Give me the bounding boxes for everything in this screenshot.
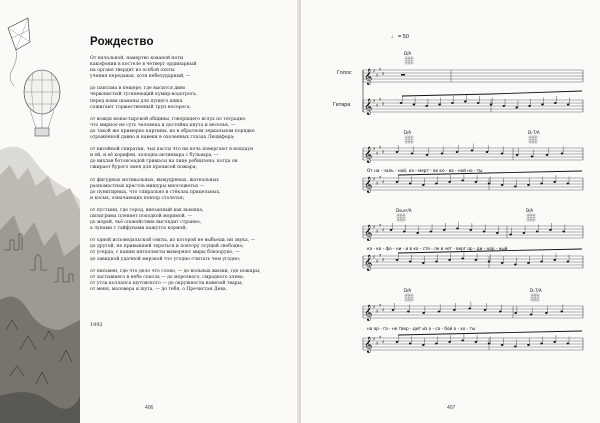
note-head [475,181,478,183]
note-beam [489,331,582,333]
note-head [409,183,412,185]
key-sharp: ♯ [373,176,376,183]
poem-stanza [90,178,290,202]
poem-line: от вождя монастырской общины, говорящего вслух по тетрадке, [90,116,247,122]
key-sharp: ♯ [382,339,385,346]
poem-line: от застывшего в небе сокола — до морозного, смрадного хлева; [90,274,245,280]
note-head [528,105,531,107]
note-head [464,101,467,103]
note-head [456,151,459,153]
part-label-voice: Голос [337,70,352,76]
note-head [453,309,456,311]
poem-line: от кисейной спиратки, чьи пассы что ни ночь повергают в нокдаун [90,147,254,153]
key-sharp: ♯ [373,98,376,105]
note-head [483,231,486,233]
note-head [461,180,464,182]
key-sharp: ♯ [379,175,382,181]
note-head [477,102,480,104]
note-head [396,259,399,261]
note-head [553,181,556,183]
key-sharp: ♯ [373,68,376,75]
key-sharp: ♯ [373,336,376,343]
note-head [549,229,552,231]
note-head [501,153,504,155]
right-page [301,0,600,423]
poem-line: от пустыни, где город, внезапный как вьюшка, [90,207,204,213]
key-sharp: ♯ [382,149,385,156]
note-head [527,344,530,346]
note-head [486,151,489,153]
note-head [536,231,539,233]
note-head [523,232,526,234]
note-head [561,153,564,155]
poem-line: червонистый тускнеющий кумир-водотрога, [90,92,198,98]
poem-line: от утла коллапса шутовского — до окружности вывезой твары; [90,280,243,286]
key-sharp: ♯ [373,224,376,231]
lyric-line: ка - ко - фо - ни - и в ко - сте - ле в чет - верг ор - ди - нар - ный [367,246,508,251]
note-head [390,229,393,231]
key-sharp: ♯ [379,145,382,151]
note-head [540,343,543,345]
poem-stanza [90,208,290,232]
note-head [435,261,438,263]
poem-line: до другой, не привыкшей теряться и повтору лсущей свободно; [90,244,244,250]
treble-clef: 𝄞 [364,147,373,163]
note-head [553,341,556,343]
note-head [567,183,570,185]
note-head [553,259,556,261]
poem-line: от фигурных мотивальных, вымудреных, жатеальных [90,177,219,183]
note-beam [402,94,491,96]
note-head [546,154,549,156]
note-head [541,104,544,106]
key-sharp: ♯ [373,304,376,311]
key-sharp: ♯ [376,181,379,187]
key-sharp: ♯ [382,179,385,186]
note-head [516,154,519,156]
note-head [514,264,517,266]
poem-title: Рождество [90,36,154,48]
note-head [567,343,570,345]
treble-clef: 𝄞 [364,99,373,115]
poem-line: перед коим шаманы для пущего шика [90,98,183,104]
key-sharp: ♯ [376,103,379,109]
rest [401,74,405,75]
note-head [422,184,425,186]
note-head [396,181,399,183]
treble-clef: 𝄞 [364,177,373,193]
balloon-illustration [0,0,80,423]
note-head [451,102,454,104]
poem-line: что мирное не суть человека и достойна кнута и веселья, — [90,122,236,128]
note-head [514,312,517,314]
note-head [527,262,530,264]
treble-clef: 𝄞 [364,337,373,353]
poem-line: до пунктирных, что спирально в стёклах прицельных, [90,189,221,195]
poem-line: до завидной удачной мерзкой что угодно считать чем угодно; [90,256,241,262]
poem-stanza [90,86,290,110]
note-head [484,309,487,311]
key-sharp: ♯ [379,335,382,341]
note-head [422,312,425,314]
key-sharp: ♯ [376,309,379,315]
poem-line: до вихлав ботоксеадой гримасы на лице робинзона, когда он [90,159,238,165]
note-head [514,346,517,348]
note-head [461,258,464,260]
poem-line: пилигрима пленяет походкой моримой, — [90,213,193,219]
note-beam [398,251,489,253]
note-head [461,340,464,342]
note-head [400,102,403,104]
poem-line: от письмен, где что дело что слово, — до вольных жизни, где пожары; [90,268,261,274]
chord-name: Dsus²/A [396,208,412,213]
key-sharp: ♯ [376,259,379,265]
key-sharp: ♯ [376,151,379,157]
note-head [456,228,459,230]
note-head [403,231,406,233]
page-number-left: 406 [145,405,154,411]
note-beam [398,333,489,335]
note-head [426,154,429,156]
note-head [567,261,570,263]
treble-clef: 𝄞 [364,305,373,321]
note-head [496,232,499,234]
note-head [430,231,433,233]
key-sharp: ♯ [379,253,382,259]
note-beam [491,91,582,94]
note-head [501,184,504,186]
note-head [448,181,451,183]
key-sharp: ♯ [373,254,376,261]
part-label-guitar: Гитара [333,102,351,108]
note-head [527,184,530,186]
note-head [438,104,441,106]
key-sharp: ♯ [382,71,385,78]
note-head [441,153,444,155]
key-sharp: ♯ [382,257,385,264]
note-head [567,104,570,106]
note-head [562,231,565,233]
poem-line: до такой же примерно картины, но в обратном зеркальном порядке [90,128,255,134]
treble-clef: 𝄞 [364,69,373,85]
poem-line: и косых, означающих повтор столетья; [90,195,185,201]
note-head [475,259,478,261]
poem-stanza [90,117,290,141]
note-head [409,261,412,263]
poem-line: от усерда, с каким интеллекты вымеряют миры близорукo, — [90,250,240,256]
page-number-right: 407 [447,405,456,411]
chord-name: D/A [404,51,412,56]
note-head [392,309,395,311]
lyric-line: От на - чаль - ной, на - мерт - во ко - ва - ной но - ты [367,168,483,173]
key-sharp: ♯ [379,97,382,103]
treble-clef: 𝄞 [364,255,373,271]
poem-stanza [90,56,290,80]
note-head [475,341,478,343]
lyric-line: на ор - га - не твер - дит из о - со - бой о - хо - ты [367,326,476,331]
poem-line: от одной исповедальской секты, из которой не выбьешь ни звука, — [90,238,256,244]
note-head [435,343,438,345]
poem-line: учения передавая, хотя небезударный, — [90,74,191,80]
note-head [435,183,438,185]
key-sharp: ♯ [382,307,385,314]
key-sharp: ♯ [379,67,382,73]
chord-name: D♭7/A [528,130,540,135]
note-beam [489,171,582,173]
note-head [531,156,534,158]
note-head [499,311,502,313]
music-score [301,0,600,423]
note-head [540,261,543,263]
key-sharp: ♯ [379,303,382,309]
poem-line: сжирает бурого змея для прописей пожара; [90,165,197,171]
poem-stanza [90,269,290,293]
poem-year: 1992 [90,322,103,328]
note-head [501,262,504,264]
tempo-marking: ♩ = 50 [391,34,409,40]
key-sharp: ♯ [382,227,385,234]
note-head [448,259,451,261]
left-page [0,0,299,423]
note-head [540,183,543,185]
note-head [560,311,563,313]
chord-name: D/A [404,288,412,293]
note-beam [398,173,489,175]
note-head [468,308,471,310]
note-head [425,105,428,107]
note-head [545,312,548,314]
note-head [503,105,506,107]
poem-line: какофонии в костеле в четверг ординарный [90,62,197,68]
note-head [469,229,472,231]
key-sharp: ♯ [382,101,385,108]
key-sharp: ♯ [376,341,379,347]
note-head [448,341,451,343]
poem-line: разномастных крестов мишуры многоцветья — [90,183,204,189]
chord-name: D♭7/A [530,288,542,293]
note-head [515,107,518,109]
note-head [416,232,419,234]
note-head [530,314,533,316]
key-sharp: ♯ [376,229,379,235]
chord-name: D/A [404,130,412,135]
poem-line: От начальной, намертво кованой ноты [90,56,184,61]
poem-line: от меня, маловера и шута, — до тебя, о Пречистая Дева. [90,286,228,292]
key-sharp: ♯ [379,223,382,229]
note-head [438,311,441,313]
poem-body [90,56,290,299]
poem-stanza [90,238,290,262]
note-head [422,344,425,346]
key-sharp: ♯ [373,146,376,153]
note-head [443,229,446,231]
note-head [407,311,410,313]
treble-clef: 𝄞 [364,225,373,241]
note-head [413,104,416,106]
note-head [422,262,425,264]
poem-stanza [90,147,290,171]
note-head [514,186,517,188]
note-head [501,344,504,346]
poem-line: и ей, и её корифеи, холодна-антиквара с бульвара, — [90,153,219,159]
chord-name: D/A [526,208,534,213]
note-head [471,150,474,152]
key-sharp: ♯ [376,73,379,79]
note-head [396,151,399,153]
note-head [409,343,412,345]
note-head [396,341,399,343]
poem-line: а лунами с тайфунами кажутся кормой; [90,226,187,232]
note-head [509,234,512,236]
poem-line: отражённой давно и навеки в охоленных глазах Люцифера; [90,135,235,141]
poem-line: сожигают торжественный труп носорога; [90,104,191,110]
note-head [411,153,414,155]
poem-line: до морей, чьё спокойствие выглядит странно, [90,220,202,226]
poem-line: на органе твердит из особой охоты [90,68,175,74]
poem-line: до пантама в пещере, где высится диво [90,86,186,92]
note-head [554,102,557,104]
